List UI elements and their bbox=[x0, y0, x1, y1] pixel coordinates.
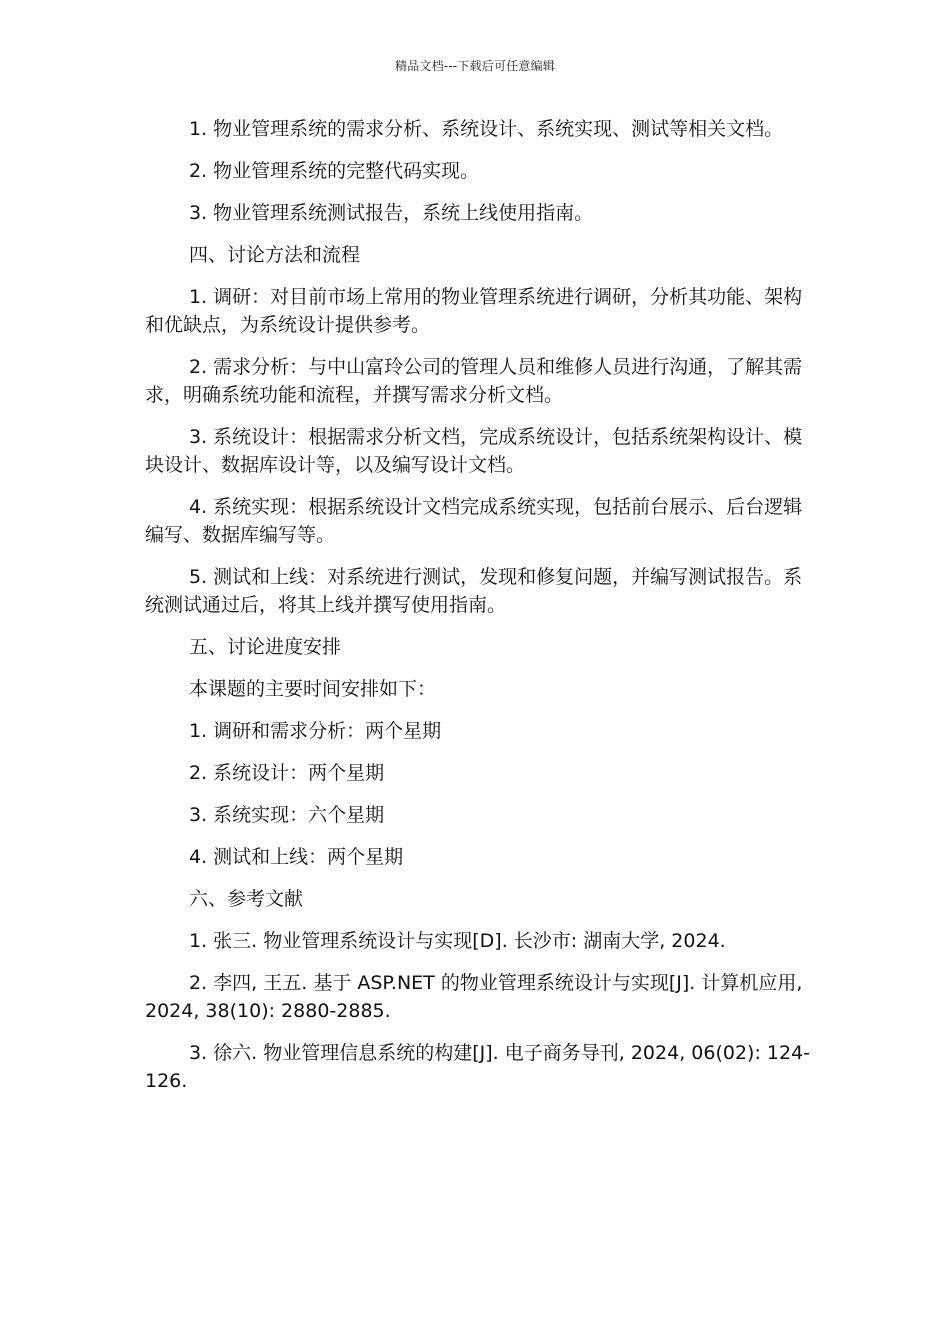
schedule-item-4: 4. 测试和上线：两个星期 bbox=[189, 846, 404, 868]
deliverable-item-2: 2. 物业管理系统的完整代码实现。 bbox=[189, 160, 480, 182]
method-step-5: 5. 测试和上线：对系统进行测试，发现和修复问题，并编写测试报告。系统测试通过后，将其上线并撰写使用指南。 bbox=[145, 566, 803, 616]
schedule-item-1: 1. 调研和需求分析：两个星期 bbox=[189, 720, 442, 742]
deliverable-item-1: 1. 物业管理系统的需求分析、系统设计、系统实现、测试等相关文档。 bbox=[189, 118, 784, 140]
section-heading-methods: 四、讨论方法和流程 bbox=[189, 244, 361, 266]
page-header: 精品文档---下载后可任意编辑 bbox=[395, 59, 555, 73]
reference-item-2: 2. 李四, 王五. 基于 ASP.NET 的物业管理系统设计与实现[J]. 计算机应用, 2024, 38(10): 2880-2885. bbox=[145, 972, 803, 1022]
method-step-2: 2. 需求分析：与中山富玲公司的管理人员和维修人员进行沟通，了解其需求，明确系统功能和流程，并撰写需求分析文档。 bbox=[145, 356, 803, 406]
method-step-3: 3. 系统设计：根据需求分析文档，完成系统设计，包括系统架构设计、模块设计、数据库设计等，以及编写设计文档。 bbox=[145, 426, 803, 476]
reference-item-3: 3. 徐六. 物业管理信息系统的构建[J]. 电子商务导刊, 2024, 06(02): 124-126. bbox=[145, 1042, 811, 1092]
method-step-4: 4. 系统实现：根据系统设计文档完成系统实现，包括前台展示、后台逻辑编写、数据库编写等。 bbox=[145, 496, 803, 546]
method-step-1: 1. 调研：对目前市场上常用的物业管理系统进行调研，分析其功能、架构和优缺点，为系统设计提供参考。 bbox=[145, 286, 803, 336]
document-body bbox=[145, 115, 810, 1109]
schedule-item-3: 3. 系统实现：六个星期 bbox=[189, 804, 385, 826]
reference-item-1: 1. 张三. 物业管理系统设计与实现[D]. 长沙市: 湖南大学, 2024. bbox=[189, 930, 726, 952]
schedule-intro: 本课题的主要时间安排如下： bbox=[189, 678, 437, 700]
deliverable-item-3: 3. 物业管理系统测试报告，系统上线使用指南。 bbox=[189, 202, 594, 224]
schedule-item-2: 2. 系统设计：两个星期 bbox=[189, 762, 385, 784]
section-heading-references: 六、参考文献 bbox=[189, 888, 304, 910]
section-heading-schedule: 五、讨论进度安排 bbox=[189, 636, 342, 658]
